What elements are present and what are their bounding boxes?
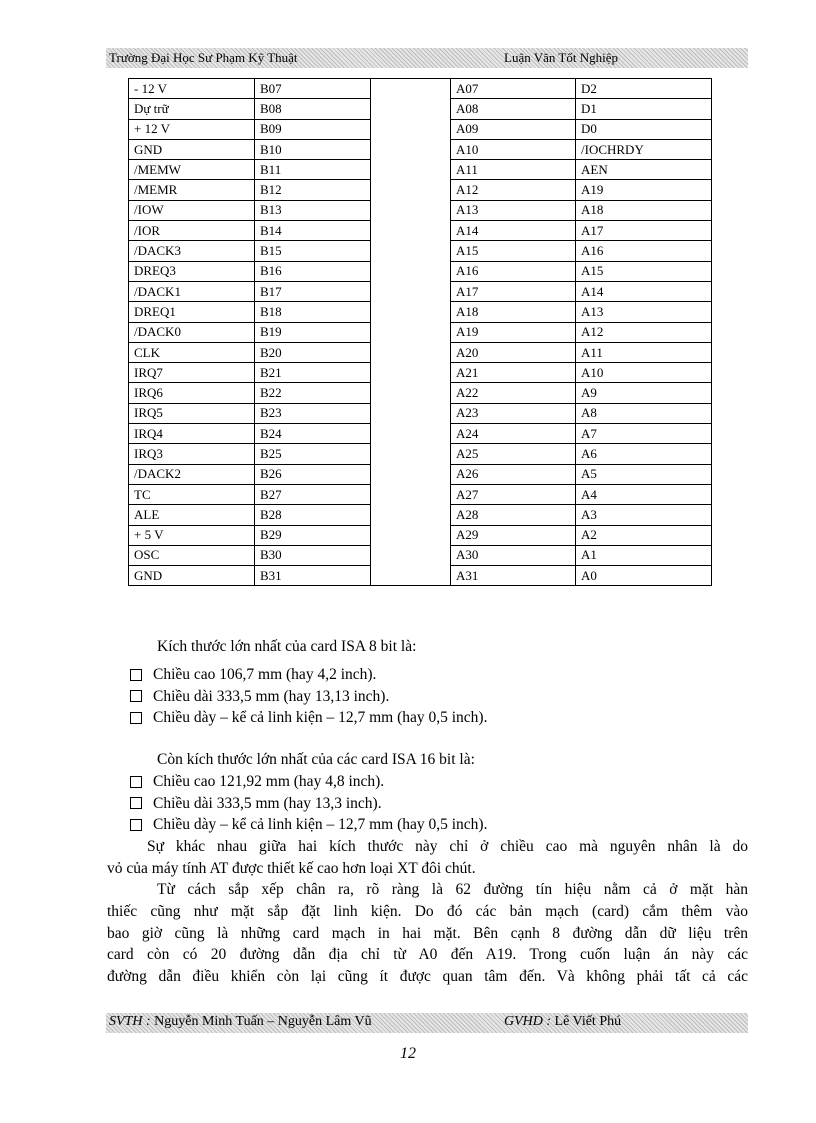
table-row [129,99,712,119]
table-cell: B11 [255,160,371,180]
table-cell: D2 [576,79,712,99]
table-cell: A09 [451,119,576,139]
page-footer [106,1013,748,1033]
table-cell: /IOW [129,200,255,220]
table-cell: A15 [576,261,712,281]
table-gap [371,464,451,484]
table-cell: A16 [451,261,576,281]
table-cell: B08 [255,99,371,119]
table-row [129,200,712,220]
table-cell: A29 [451,525,576,545]
table-gap [371,119,451,139]
table-cell: B12 [255,180,371,200]
table-cell: B28 [255,505,371,525]
table-cell: IRQ7 [129,363,255,383]
table-gap [371,505,451,525]
table-row [129,363,712,383]
table-gap [371,383,451,403]
table-cell: A24 [451,424,576,444]
table-gap [371,221,451,241]
table-cell: A8 [576,403,712,423]
table-cell: IRQ4 [129,424,255,444]
table-row [129,160,712,180]
table-cell: A08 [451,99,576,119]
table-cell: A30 [451,545,576,565]
table-cell: /MEMR [129,180,255,200]
table-cell: /DACK2 [129,464,255,484]
table-gap [371,261,451,281]
table-cell: B13 [255,200,371,220]
list-item: Chiều cao 106,7 mm (hay 4,2 inch). [130,664,487,686]
list-item: Chiều dài 333,5 mm (hay 13,13 inch). [130,686,487,708]
isa16-list [130,771,487,836]
table-cell: A17 [576,221,712,241]
table-cell: DREQ3 [129,261,255,281]
table-row [129,444,712,464]
table-cell: A0 [576,566,712,586]
svth-names: Nguyễn Minh Tuấn – Nguyễn Lâm Vũ [154,1014,372,1029]
table-cell: GND [129,566,255,586]
checkbox-square-icon [130,669,142,681]
table-cell: B26 [255,464,371,484]
table-cell: A3 [576,505,712,525]
table-cell: /IOR [129,221,255,241]
table-gap [371,566,451,586]
table-cell: Dự trữ [129,99,255,119]
table-row [129,566,712,586]
table-cell: A22 [451,383,576,403]
table-cell: A11 [451,160,576,180]
table-cell: A20 [451,342,576,362]
table-cell: B07 [255,79,371,99]
table-gap [371,545,451,565]
table-gap [371,79,451,99]
table-cell: /IOCHRDY [576,139,712,159]
table-gap [371,139,451,159]
table-gap [371,342,451,362]
list-item: Chiều dày – kể cả linh kiện – 12,7 mm (hay 0,5 inch). [130,814,487,836]
table-cell: A2 [576,525,712,545]
table-cell: B24 [255,424,371,444]
table-cell: IRQ6 [129,383,255,403]
table-cell: A17 [451,281,576,301]
table-cell: CLK [129,342,255,362]
table-gap [371,444,451,464]
table-cell: IRQ5 [129,403,255,423]
table-row [129,545,712,565]
table-row [129,525,712,545]
table-gap [371,322,451,342]
table-cell: A10 [576,363,712,383]
table-cell: A27 [451,484,576,504]
table-cell: A13 [576,302,712,322]
table-gap [371,525,451,545]
isa8-intro: Kích thước lớn nhất của card ISA 8 bit là: [157,638,417,655]
table-row [129,403,712,423]
paragraph-size-difference: Sự khác nhau giữa hai kích thước này chỉ ở chiều cao mà nguyên nhân là do vỏ của máy tính AT được thiết kế cao hơn loại XT đôi chút. [107,838,748,877]
table-row [129,261,712,281]
isa16-intro: Còn kích thước lớn nhất của các card ISA 16 bit là: [157,751,475,768]
table-cell: A28 [451,505,576,525]
table-row [129,79,712,99]
paragraph-pin-layout: Từ cách sắp xếp chân ra, rõ ràng là 62 đường tín hiệu nằm cả ở mặt hàn thiếc cũng như mặt sắp đặt linh kiện. Do đó các bản mạch (card) cắm thêm vào bao giờ cũng là những card mạch in hai mặt. Bên cạnh 8 đường dẫn dữ liệu trên card còn có 20 đường dẫn địa chỉ từ A0 đến A19. Trong cuốn luận án này các đường dẫn điều khiển còn lại cũng ít được quan tâm đến. Và không phải tất cả các [107,881,748,986]
table-cell: A07 [451,79,576,99]
table-row [129,139,712,159]
table-cell: A26 [451,464,576,484]
table-cell: GND [129,139,255,159]
table-row [129,281,712,301]
checkbox-square-icon [130,712,142,724]
table-row [129,119,712,139]
table-gap [371,363,451,383]
table-row [129,383,712,403]
table-cell: A12 [576,322,712,342]
list-item: Chiều dày – kể cả linh kiện – 12,7 mm (hay 0,5 inch). [130,707,487,729]
table-cell: DREQ1 [129,302,255,322]
table-cell: B23 [255,403,371,423]
table-cell: /DACK0 [129,322,255,342]
table-row [129,221,712,241]
table-cell: B10 [255,139,371,159]
header-thesis-title: Luận Văn Tốt Nghiệp [504,50,618,65]
checkbox-square-icon [130,797,142,809]
table-cell: A31 [451,566,576,586]
table-gap [371,99,451,119]
isa-pin-table [128,78,712,586]
table-cell: + 5 V [129,525,255,545]
table-cell: A21 [451,363,576,383]
table-cell: A18 [451,302,576,322]
table-cell: B27 [255,484,371,504]
table-cell: B30 [255,545,371,565]
table-row [129,484,712,504]
table-gap [371,180,451,200]
table-gap [371,241,451,261]
list-item: Chiều cao 121,92 mm (hay 4,8 inch). [130,771,487,793]
table-cell: A18 [576,200,712,220]
table-row [129,424,712,444]
table-cell: A6 [576,444,712,464]
table-gap [371,403,451,423]
table-cell: A15 [451,241,576,261]
table-cell: A4 [576,484,712,504]
table-cell: B16 [255,261,371,281]
checkbox-square-icon [130,690,142,702]
table-gap [371,200,451,220]
table-gap [371,281,451,301]
table-cell: - 12 V [129,79,255,99]
table-gap [371,302,451,322]
table-cell: B14 [255,221,371,241]
table-cell: D0 [576,119,712,139]
table-cell: /DACK1 [129,281,255,301]
svth-label: SVTH : [109,1014,151,1029]
table-cell: A19 [576,180,712,200]
table-row [129,342,712,362]
table-cell: B31 [255,566,371,586]
table-cell: A1 [576,545,712,565]
table-cell: A7 [576,424,712,444]
table-cell: A13 [451,200,576,220]
table-row [129,302,712,322]
table-cell: B17 [255,281,371,301]
page-header [106,48,748,68]
isa8-list [130,664,487,729]
table-row [129,464,712,484]
table-cell: + 12 V [129,119,255,139]
table-cell: B19 [255,322,371,342]
table-row [129,505,712,525]
table-cell: B15 [255,241,371,261]
header-school: Trường Đại Học Sư Phạm Kỹ Thuật [109,50,298,65]
list-item: Chiều dài 333,5 mm (hay 13,3 inch). [130,793,487,815]
table-cell: A9 [576,383,712,403]
table-gap [371,160,451,180]
checkbox-square-icon [130,776,142,788]
table-cell: A11 [576,342,712,362]
table-cell: A14 [451,221,576,241]
page-number: 12 [400,1045,416,1062]
table-cell: ALE [129,505,255,525]
table-row [129,322,712,342]
table-cell: OSC [129,545,255,565]
table-cell: AEN [576,160,712,180]
gvhd-label: GVHD : [504,1014,552,1029]
table-cell: /DACK3 [129,241,255,261]
table-cell: B09 [255,119,371,139]
table-cell: D1 [576,99,712,119]
checkbox-square-icon [130,819,142,831]
table-cell: B22 [255,383,371,403]
gvhd-name: Lê Viết Phú [554,1014,622,1029]
table-cell: A23 [451,403,576,423]
table-row [129,180,712,200]
table-cell: B29 [255,525,371,545]
table-gap [371,424,451,444]
table-gap [371,484,451,504]
table-cell: A25 [451,444,576,464]
table-cell: A10 [451,139,576,159]
table-cell: /MEMW [129,160,255,180]
table-cell: A12 [451,180,576,200]
table-row [129,241,712,261]
table-cell: IRQ3 [129,444,255,464]
table-cell: B25 [255,444,371,464]
table-cell: A19 [451,322,576,342]
table-cell: A16 [576,241,712,261]
table-cell: TC [129,484,255,504]
table-cell: B21 [255,363,371,383]
table-cell: A14 [576,281,712,301]
table-cell: A5 [576,464,712,484]
table-cell: B18 [255,302,371,322]
table-cell: B20 [255,342,371,362]
